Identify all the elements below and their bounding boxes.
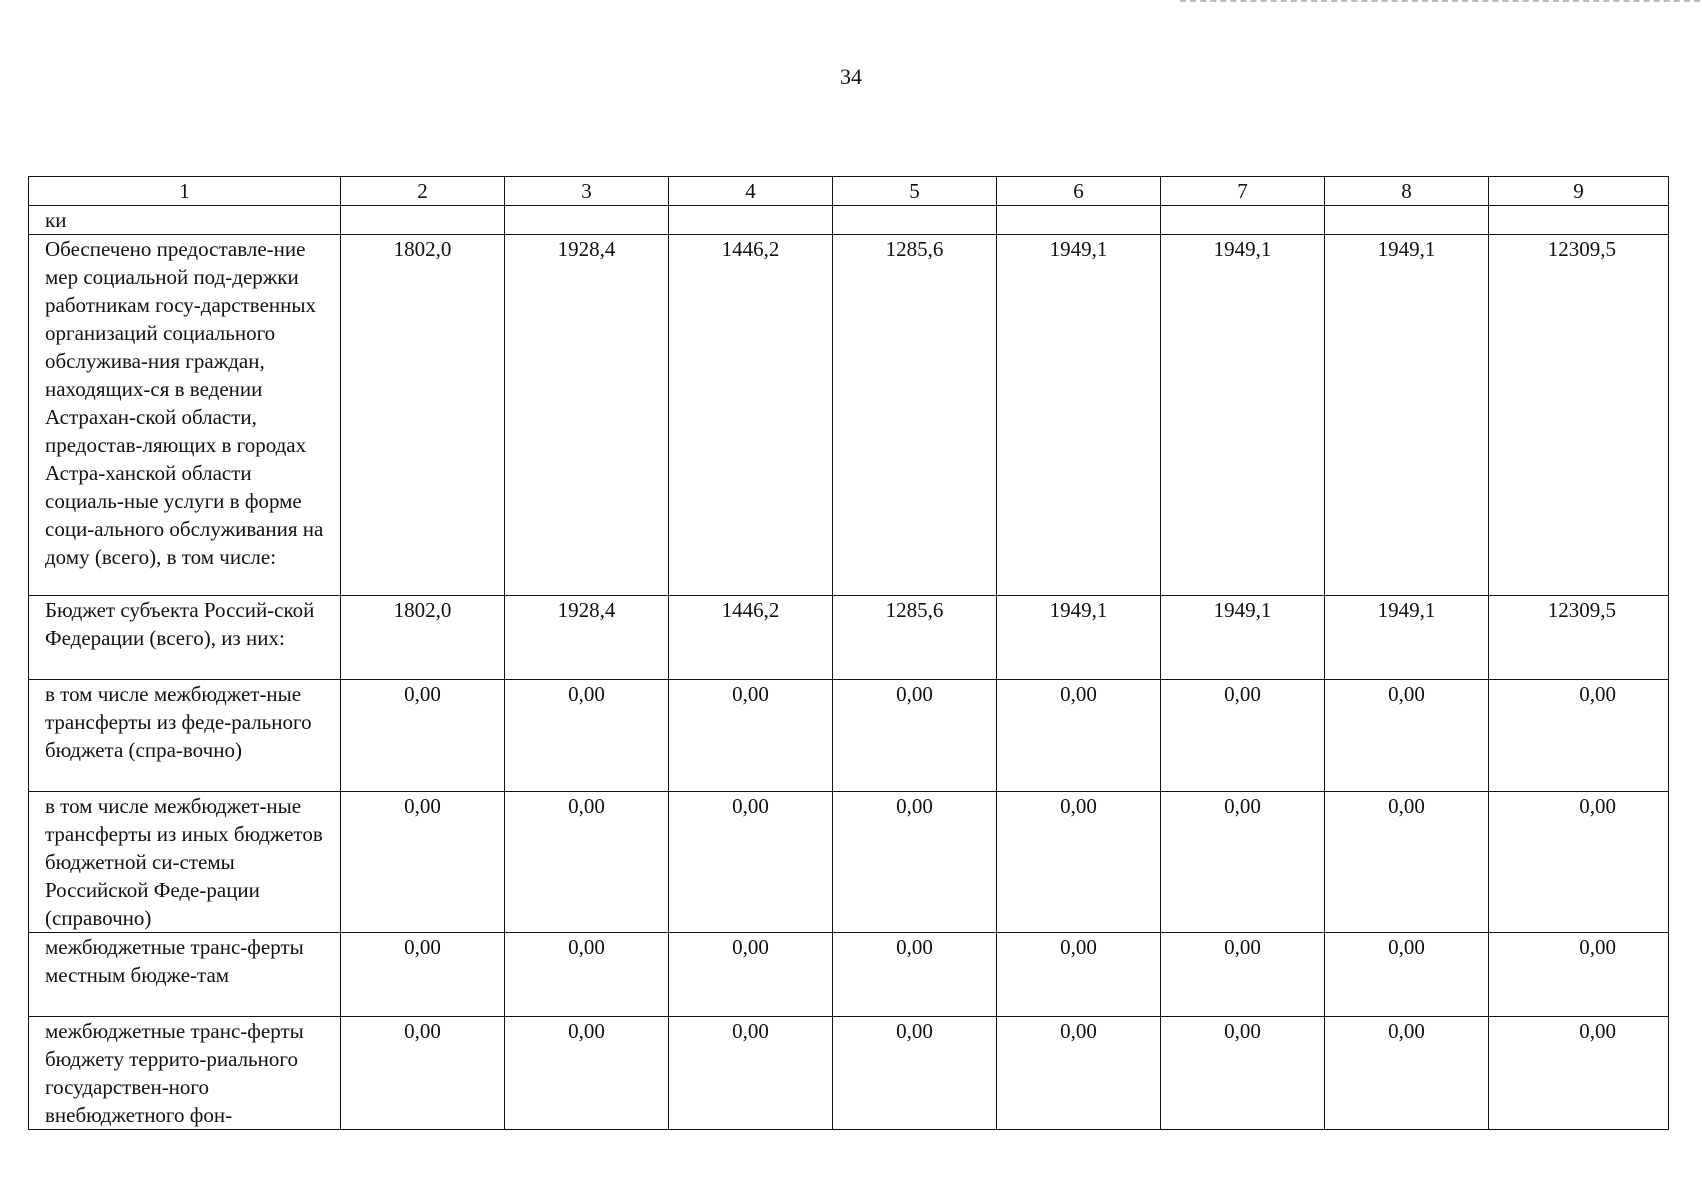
column-header: 1 <box>29 177 341 206</box>
column-header: 6 <box>997 177 1161 206</box>
cell-value: 12309,5 <box>1489 596 1669 680</box>
cell-value: 0,00 <box>505 933 669 1017</box>
header-row <box>29 177 1669 206</box>
cell-value <box>997 206 1161 235</box>
cell-value: 0,00 <box>1489 1017 1669 1130</box>
cell-value: 1285,6 <box>833 596 997 680</box>
cell-value: 0,00 <box>1161 1017 1325 1130</box>
cell-value: 1928,4 <box>505 235 669 596</box>
cell-value: 0,00 <box>669 933 833 1017</box>
cell-value: 0,00 <box>341 1017 505 1130</box>
cell-value: 1949,1 <box>1161 596 1325 680</box>
cell-value: 0,00 <box>1489 792 1669 933</box>
cell-value: 0,00 <box>1161 933 1325 1017</box>
column-header: 8 <box>1325 177 1489 206</box>
cell-value: 0,00 <box>1161 680 1325 792</box>
cell-value: 0,00 <box>833 1017 997 1130</box>
table-row <box>29 235 1669 596</box>
cell-value: 0,00 <box>341 933 505 1017</box>
row-label: межбюджетные транс-ферты бюджету террито-риального государствен-ного внебюджетного фон- <box>29 1017 341 1130</box>
row-label: в том числе межбюджет-ные трансферты из иных бюджетов бюджетной си-стемы Российской Феде-рации (справочно) <box>29 792 341 933</box>
cell-value: 1446,2 <box>669 235 833 596</box>
table-row <box>29 792 1669 933</box>
cell-value: 0,00 <box>505 680 669 792</box>
cell-value: 1285,6 <box>833 235 997 596</box>
cell-value: 0,00 <box>1325 933 1489 1017</box>
cell-value: 0,00 <box>833 792 997 933</box>
cell-value: 1949,1 <box>1161 235 1325 596</box>
cell-value: 1446,2 <box>669 596 833 680</box>
cell-value: 0,00 <box>997 680 1161 792</box>
table-row <box>29 1017 1669 1130</box>
cell-value: 1802,0 <box>341 235 505 596</box>
cell-value: 12309,5 <box>1489 235 1669 596</box>
cell-value: 0,00 <box>1489 933 1669 1017</box>
cell-value: 1802,0 <box>341 596 505 680</box>
row-label: Обеспечено предоставле-ние мер социальной под-держки работникам госу-дарственных организаций социального обслужива-ния граждан, находящих-ся в ведении Астрахан-ской области, предостав-ляющих в городах Астра-ханской области социаль-ные услуги в форме соци-ального обслуживания на дому (всего), в том числе: <box>29 235 341 596</box>
scan-top-marks <box>1180 0 1700 6</box>
column-header: 3 <box>505 177 669 206</box>
cell-value: 1949,1 <box>1325 235 1489 596</box>
cell-value: 0,00 <box>669 1017 833 1130</box>
cell-value: 0,00 <box>1489 680 1669 792</box>
row-label: Бюджет субъекта Россий-ской Федерации (всего), из них: <box>29 596 341 680</box>
cell-value <box>1489 206 1669 235</box>
cell-value: 0,00 <box>1325 792 1489 933</box>
column-header: 5 <box>833 177 997 206</box>
cell-value: 0,00 <box>341 792 505 933</box>
cell-value: 0,00 <box>997 1017 1161 1130</box>
table-row <box>29 680 1669 792</box>
table-row <box>29 206 1669 235</box>
table-row <box>29 596 1669 680</box>
cell-value: 0,00 <box>341 680 505 792</box>
cell-value <box>669 206 833 235</box>
cell-value: 0,00 <box>669 680 833 792</box>
cell-value: 1928,4 <box>505 596 669 680</box>
cell-value: 1949,1 <box>1325 596 1489 680</box>
cell-value <box>1161 206 1325 235</box>
cell-value: 0,00 <box>1325 680 1489 792</box>
cell-value <box>505 206 669 235</box>
cell-value <box>833 206 997 235</box>
cell-value: 0,00 <box>1325 1017 1489 1130</box>
cell-value: 0,00 <box>505 1017 669 1130</box>
cell-value: 1949,1 <box>997 596 1161 680</box>
table-row <box>29 933 1669 1017</box>
cell-value: 1949,1 <box>997 235 1161 596</box>
page-number: 34 <box>840 64 862 89</box>
cell-value <box>1325 206 1489 235</box>
cell-value: 0,00 <box>997 933 1161 1017</box>
cell-value: 0,00 <box>505 792 669 933</box>
cell-value <box>341 206 505 235</box>
budget-table <box>28 176 1669 1130</box>
cell-value: 0,00 <box>669 792 833 933</box>
column-header: 9 <box>1489 177 1669 206</box>
column-header: 4 <box>669 177 833 206</box>
cell-value: 0,00 <box>1161 792 1325 933</box>
row-label: ки <box>29 206 341 235</box>
cell-value: 0,00 <box>833 933 997 1017</box>
cell-value: 0,00 <box>997 792 1161 933</box>
column-header: 2 <box>341 177 505 206</box>
row-label: межбюджетные транс-ферты местным бюдже-там <box>29 933 341 1017</box>
column-header: 7 <box>1161 177 1325 206</box>
row-label: в том числе межбюджет-ные трансферты из феде-рального бюджета (спра-вочно) <box>29 680 341 792</box>
cell-value: 0,00 <box>833 680 997 792</box>
